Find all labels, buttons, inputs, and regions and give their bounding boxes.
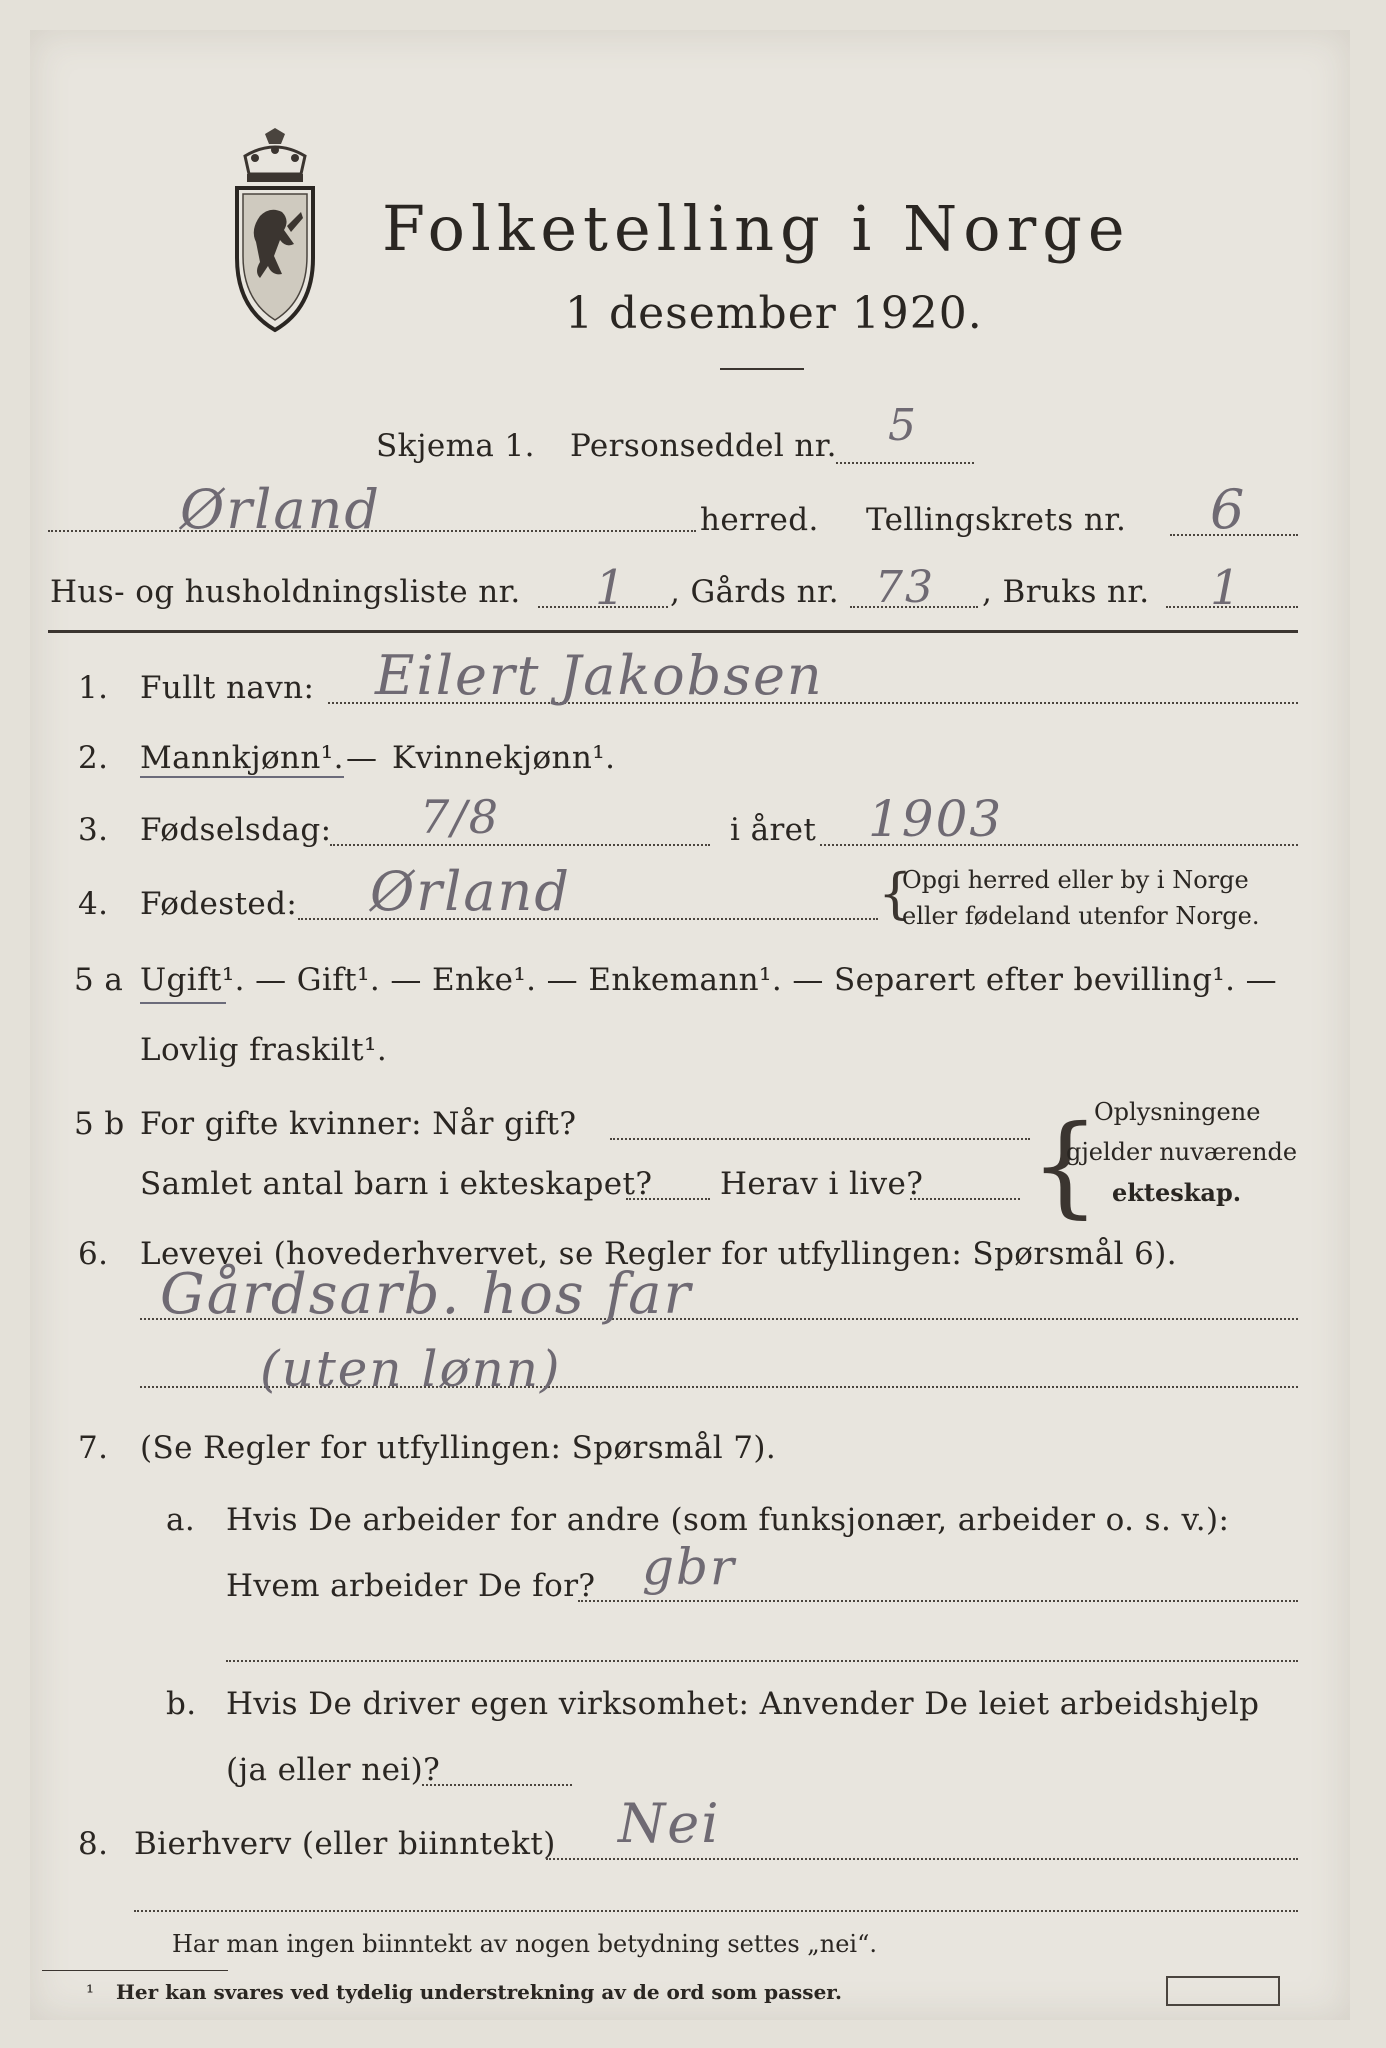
q8-value[interactable]: Nei [618, 1792, 721, 1855]
q5b-number: 5 b [74, 1106, 125, 1142]
q3-value[interactable]: 7/8 [420, 790, 501, 844]
q5a-number: 5 a [74, 962, 124, 998]
personseddel-value[interactable]: 5 [888, 400, 918, 451]
tellingskrets-value[interactable]: 6 [1210, 478, 1247, 541]
q2-male[interactable]: Mannkjønn¹. [140, 740, 344, 776]
herred-value[interactable]: Ørland [180, 478, 381, 541]
bruks-value[interactable]: 1 [1210, 560, 1243, 616]
q1-value[interactable]: Eilert Jakobsen [375, 644, 824, 707]
coat-of-arms-icon [225, 126, 325, 336]
q3-year-label: i året [730, 812, 817, 848]
q2-number: 2. [78, 740, 109, 776]
q4-label: Fødested: [140, 886, 298, 922]
q1-number: 1. [78, 670, 109, 706]
q5b-note-line2: gjelder nuværende [1066, 1138, 1298, 1166]
q7-label: (Se Regler for utfyllingen: Spørsmål 7). [140, 1430, 777, 1466]
q7a-line [578, 1600, 1298, 1602]
q6-label: Levevei (hovederhvervet, se Regler for utfyllingen: Spørsmål 6). [140, 1236, 1178, 1272]
personseddel-label: Personseddel nr. [570, 428, 837, 464]
q7b-label: Hvis De driver egen virksomhet: Anvender De leiet arbeidshjelp [226, 1686, 1260, 1722]
q7b-line [422, 1784, 572, 1786]
tellingskrets-label: Tellingskrets nr. [866, 502, 1127, 538]
hus-label: Hus- og husholdningsliste nr. [50, 574, 521, 610]
census-date: 1 desember 1920. [565, 288, 983, 339]
bruks-label: , Bruks nr. [982, 574, 1150, 610]
q1-label: Fullt navn: [140, 670, 315, 706]
q3-year-value[interactable]: 1903 [868, 790, 1004, 848]
q4-number: 4. [78, 886, 109, 922]
q7a-label2: Hvem arbeider De for? [226, 1568, 596, 1604]
q6-value-line1[interactable]: Gårdsarb. hos far [160, 1262, 693, 1327]
gards-label: , Gårds nr. [670, 574, 840, 610]
footnote-marker: ¹ [86, 1980, 95, 2004]
q8-label: Bierhverv (eller biinntekt) [134, 1826, 556, 1862]
census-form [30, 30, 1350, 2020]
q4-bracket: { [878, 862, 913, 925]
q6-value-line2[interactable]: (uten lønn) [260, 1340, 562, 1398]
title-divider [720, 368, 804, 370]
q2-separator: — [346, 740, 378, 776]
schema-label: Skjema 1. [376, 428, 535, 464]
q3-label: Fødselsdag: [140, 812, 332, 848]
q5b-label2: Samlet antal barn i ekteskapet? [140, 1166, 653, 1202]
q7a-label: Hvis De arbeider for andre (som funksjonær, arbeider o. s. v.): [226, 1502, 1230, 1538]
q4-note-line2: eller fødeland utenfor Norge. [902, 902, 1260, 930]
q6-number: 6. [78, 1236, 109, 1272]
q3-line [330, 844, 710, 846]
q7b-label2: (ja eller nei)? [226, 1752, 441, 1788]
q8-note: Har man ingen biinntekt av nogen betydning settes „nei“. [172, 1930, 877, 1958]
q5b-note-line1: Oplysningene [1094, 1098, 1261, 1126]
hus-value[interactable]: 1 [595, 560, 628, 616]
footnote-text: Her kan svares ved tydelig understrekning av de ord som passer. [116, 1980, 842, 2004]
q4-note-line1: Opgi herred eller by i Norge [902, 866, 1249, 894]
q8-number: 8. [78, 1826, 109, 1862]
q7b-number: b. [166, 1686, 197, 1722]
q3-number: 3. [78, 812, 109, 848]
q7-number: 7. [78, 1430, 109, 1466]
header-rule [48, 630, 1298, 633]
printer-stamp [1166, 1976, 1280, 2006]
q5b-line1 [610, 1138, 1030, 1140]
q5b-bracket: { [1030, 1101, 1100, 1229]
gards-value[interactable]: 73 [875, 562, 935, 613]
q7a-number: a. [166, 1502, 196, 1538]
q5b-line3 [910, 1198, 1020, 1200]
footnote-rule [42, 1970, 228, 1971]
q5b-line2 [626, 1198, 710, 1200]
q4-value[interactable]: Ørland [370, 860, 571, 923]
q7a-line2 [226, 1660, 1298, 1662]
q5b-label3: Herav i live? [720, 1166, 924, 1202]
q8-line2 [134, 1910, 1298, 1912]
personseddel-line [836, 462, 974, 464]
q7a-value[interactable]: gbr [642, 1538, 736, 1596]
herred-label: herred. [700, 502, 819, 538]
form-title: Folketelling i Norge [382, 192, 1131, 265]
q5b-note-line3: ekteskap. [1112, 1178, 1242, 1207]
q5a-line1[interactable]: Ugift¹. — Gift¹. — Enke¹. — Enkemann¹. — Separert efter bevilling¹. — [140, 962, 1278, 998]
q5b-label1: For gifte kvinner: Når gift? [140, 1106, 577, 1142]
q5a-ugift-underline [140, 1002, 226, 1004]
q2-female[interactable]: Kvinnekjønn¹. [392, 740, 616, 776]
q8-line [546, 1858, 1298, 1860]
q5a-line2[interactable]: Lovlig fraskilt¹. [140, 1032, 388, 1068]
